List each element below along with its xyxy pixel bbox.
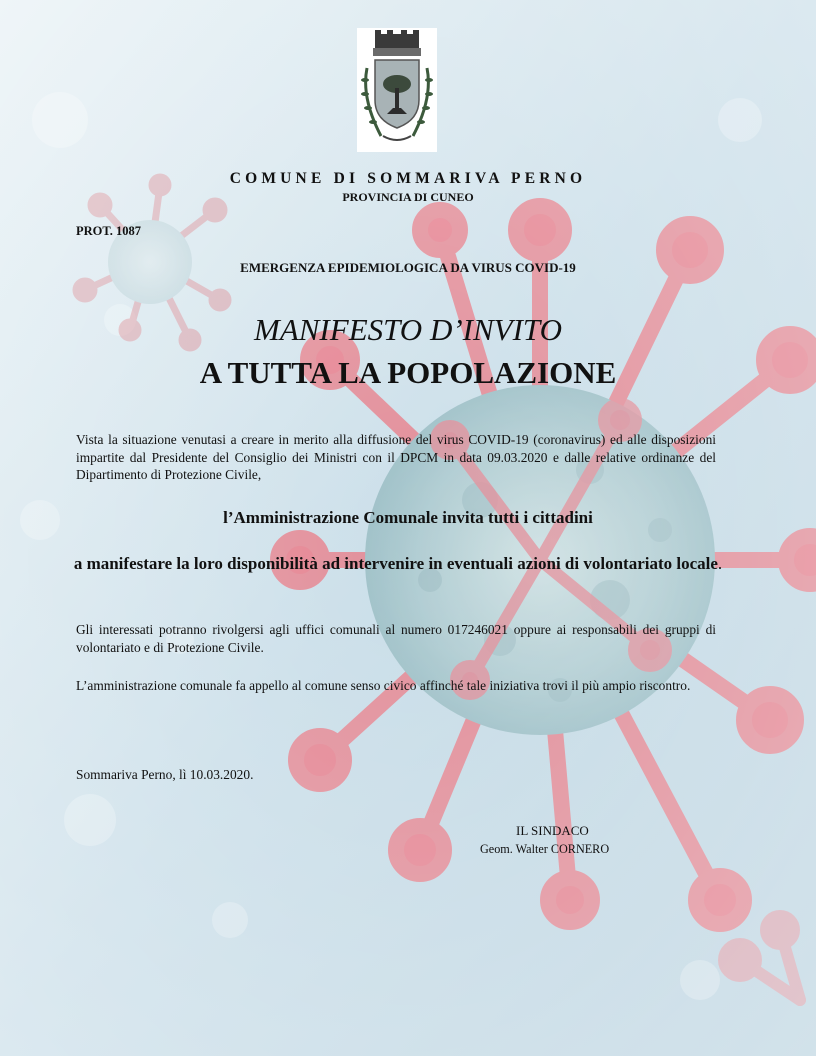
protocol-number: PROT. 1087 — [76, 224, 142, 238]
intro-paragraph: Vista la situazione venutasi a creare in merito alla diffusione del virus COVID-19 (coronavirus) ed alle disposizioni impartite dal Presidente del Consiglio dei Ministri con il DPCM in data 09.03.2020 e dalle relative ordinanze del Dipartimento di Protezione Civile, — [76, 432, 716, 482]
invitation-heading: l’Amministrazione Comunale invita tutti i cittadini — [223, 508, 593, 527]
contact-paragraph: Gli interessati potranno rivolgersi agli uffici comunali al numero 017246021 oppure ai responsabili dei gruppi di volontariato e di Protezione Civile. — [76, 622, 716, 655]
subject-line: EMERGENZA EPIDEMIOLOGICA DA VIRUS COVID-19 — [240, 260, 576, 275]
signature-role: IL SINDACO — [516, 823, 589, 838]
title-line-2: A TUTTA LA POPOLAZIONE — [199, 355, 617, 390]
crest-icon — [357, 28, 437, 152]
volunteer-appeal-period: . — [717, 554, 723, 573]
place-date-line: Sommariva Perno, lì 10.03.2020. — [76, 767, 254, 782]
municipality-name: COMUNE DI SOMMARIVA PERNO — [229, 170, 587, 187]
appeal-paragraph: L’amministrazione comunale fa appello al comune senso civico affinché tale iniziativa trovi il più ampio riscontro. — [76, 678, 691, 693]
volunteer-appeal-text: a manifestare la loro disponibilità ad intervenire in eventuali azioni di volontariato locale — [73, 554, 718, 573]
title-line-1: MANIFESTO D’INVITO — [254, 312, 562, 347]
signature-name: Geom. Walter CORNERO — [480, 842, 610, 856]
province-name: PROVINCIA DI CUNEO — [342, 190, 474, 204]
volunteer-appeal — [68, 552, 728, 576]
